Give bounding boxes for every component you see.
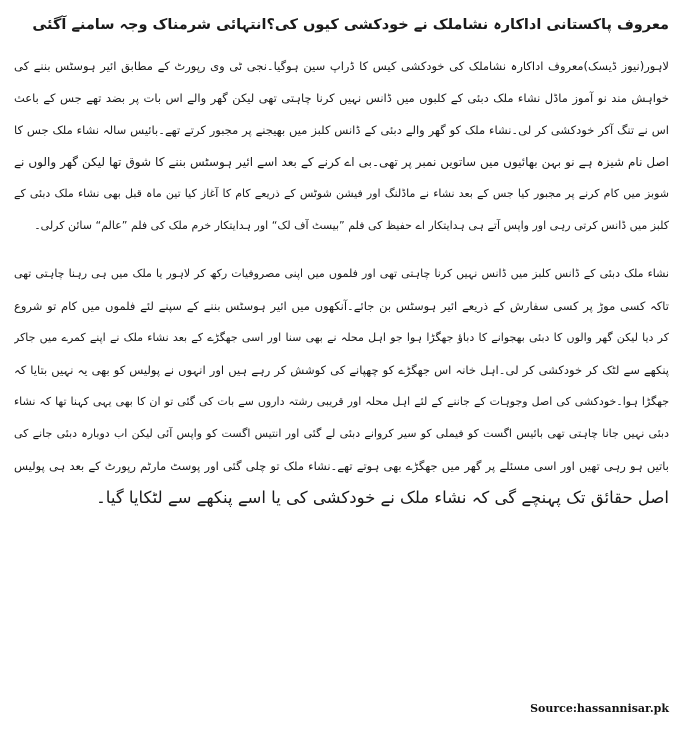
paragraph-line: کلبز میں ڈانس کرتی رہی اور واپس آتے ہی ہدایتکار اے حفیظ کی فلم ”بیسٹ آف لک“ اور ہدایتکار خرم ملک کی فلم ”عالم“ سائن کرلی۔ [34, 219, 669, 232]
paragraph-line: اصل حقائق تک پہنچے گی کہ نشاء ملک نے خودکشی کی یا اسے پنکھے سے لٹکایا گیا۔ [96, 488, 669, 507]
paragraph-line: دبئی نہیں جانا چاہتی تھی بائیس اگست کو فیملی کو سیر کروانے دبئی لے گئی اور انتیس اگست کو واپس آئی لیکن اب دوبارہ دبئی جانے کی [14, 427, 669, 440]
article-paragraph-2 [14, 258, 669, 514]
paragraph-line: شوبز میں کام کرنے پر مجبور کیا جس کے بعد نشاء نے ماڈلنگ اور فیشن شوٹس کے ذریعے کام کا آغاز کیا تین ماہ قبل بھی نشاء ملک دبئی کے [14, 187, 669, 200]
paragraph-line: باتیں ہو رہی تھیں اور اسی مسئلے پر گھر میں جھگڑے بھی ہوتے تھے۔نشاء ملک تو چلی گئی اور پوسٹ مارٹم رپورٹ کے بعد ہی پولیس [14, 459, 669, 473]
paragraph-line: نشاء ملک دبئی کے ڈانس کلبز میں ڈانس نہیں کرنا چاہتی تھی اور فلموں میں اپنی مصروفیات رکھ کر لاہور یا ملک میں ہی رہنا چاہتی تھی [14, 267, 669, 280]
article-headline: معروف پاکستانی اداکارہ نشاملک نے خودکشی کیوں کی؟انتہائی شرمناک وجہ سامنے آگئی [32, 17, 669, 33]
paragraph-line: پنکھے سے لٹک کر خودکشی کر لی۔اہل خانہ اس جھگڑے کو چھپانے کی کوشش کر رہے ہیں اور انہوں نے پولیس کو بھی یہ نہیں بتایا کہ [14, 363, 669, 377]
source-credit: Source:hassannisar.pk [530, 702, 669, 715]
paragraph-line: تاکہ کسی موڑ پر کسی سفارش کے ذریعے ائیر ہوسٹس بن جائے۔آنکھوں میں ائیر ہوسٹس بننے کے سپنے لئے فلموں میں کام تو شروع [14, 299, 669, 313]
article-paragraph-1 [14, 50, 669, 242]
paragraph-line: خواہش مند نو آموز ماڈل نشاء ملک دبئی کے کلبوں میں ڈانس نہیں کرنا چاہتی تھی لیکن گھر والے اس بات پر بضد تھے جس کے باعث [14, 91, 669, 105]
paragraph-line: اصل نام شیزہ ہے نو بہن بھائیوں میں ساتویں نمبر پر تھی۔بی اے کرنے کے بعد اسے ائیر ہوسٹس بننے کا شوق تھا لیکن گھر والوں نے [14, 155, 669, 169]
paragraph-line: اس نے تنگ آکر خودکشی کر لی۔نشاء ملک کو گھر والے دبئی کے ڈانس کلبز میں بھیجنے پر مجبور کرتے تھے۔بائیس سالہ نشاء ملک جس کا [14, 123, 669, 137]
paragraph-line: کر دیا لیکن گھر والوں کا دبئی بھجوانے کا دباؤ جھگڑا ہوا جو اہل محلہ نے بھی سنا اور اسی جھگڑے کے بعد نشاء ملک نے اپنے کمرے میں جاکر [14, 331, 669, 344]
paragraph-line: جھگڑا ہوا۔خودکشی کی اصل وجوہات کے جاننے کے لئے اہل محلہ اور قریبی رشتہ داروں سے بات کی گئی تو ان کا بھی یہی کہنا تھا کہ نشاء [14, 395, 669, 408]
paragraph-line: لاہور(نیوز ڈیسک)معروف اداکارہ نشاملک کی خودکشی کیس کا ڈراپ سین ہوگیا۔نجی ٹی وی رپورٹ کے مطابق ائیر ہوسٹس بننے کی [14, 59, 669, 73]
